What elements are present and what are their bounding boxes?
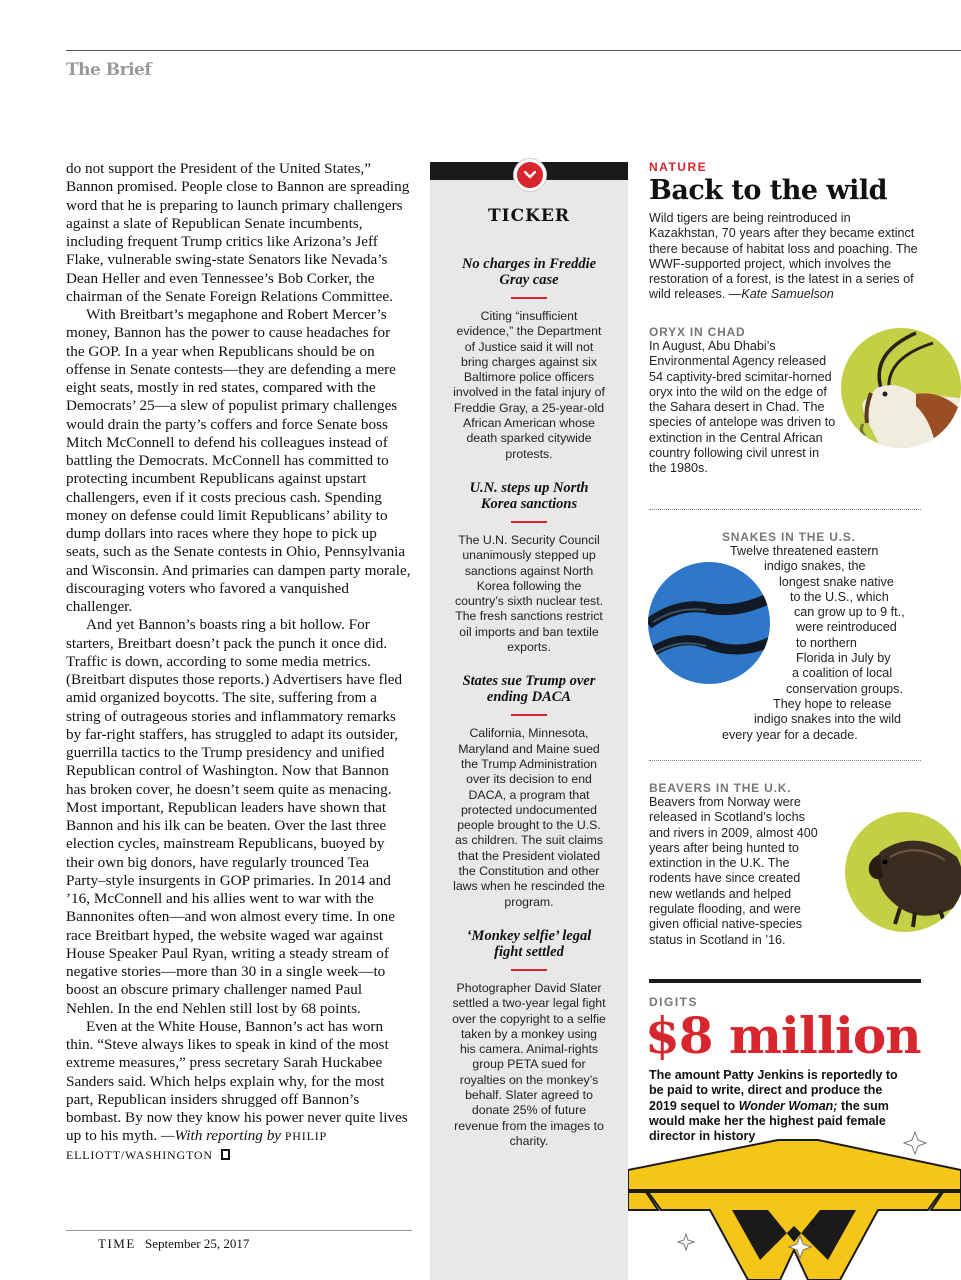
ticker-body: Photographer David Slater settled a two-year legal fight over the copyright to a selfie taken by a monkey using his camera. Animal-rights group PETA sued for royalties on the monkey’s behalf. Slater agreed to donate 25% of future revenue from the images to charity. — [452, 980, 606, 1148]
ticker-item — [452, 673, 606, 910]
snakes-line: were reintroduced — [796, 620, 897, 635]
nature-intro — [649, 211, 921, 303]
ticker-item — [452, 480, 606, 655]
ticker-body: The U.N. Security Council unanimously stepped up sanctions against North Korea following the country’s sixth nuclear test. The fresh sanctions restrict oil imports and ban textile exports. — [454, 532, 604, 655]
snakes-line: every year for a decade. — [722, 727, 858, 742]
page-footer — [98, 1236, 249, 1252]
footer-rule — [66, 1230, 412, 1231]
article-paragraph-last — [66, 1018, 412, 1164]
nature-feature — [649, 160, 921, 303]
beavers-title: BEAVERS IN THE U.K. — [649, 781, 792, 795]
ticker-divider — [511, 297, 547, 299]
digits-text-before: The amount Patty Jenkins is reportedly to be paid to write, direct and produce the 2019 sequel to — [649, 1068, 898, 1113]
end-mark-icon — [221, 1149, 230, 1160]
oryx-title: ORYX IN CHAD — [649, 325, 746, 339]
snakes-line: Florida in July by — [796, 651, 891, 666]
credit-name: PHILIP ELLIOTT/WASHINGTON — [66, 1129, 327, 1162]
nature-intro-credit: —Kate Samuelson — [728, 287, 834, 302]
section-divider — [649, 509, 921, 510]
beaver-photo — [845, 812, 961, 932]
ticker-headline: ‘Monkey selfie’ legal fight settled — [466, 927, 592, 960]
ticker-divider — [511, 969, 547, 971]
snakes-line: indigo snakes into the wild — [754, 712, 902, 727]
snakes-line: Twelve threatened eastern — [730, 544, 879, 558]
chevron-down-icon — [514, 159, 546, 191]
section-label: The Brief — [66, 60, 152, 80]
credit-prefix: —With reporting by — [160, 1127, 282, 1145]
ticker-title: TICKER — [488, 206, 570, 226]
nature-headline: Back to the wild — [649, 175, 888, 206]
oryx-photo — [841, 328, 961, 448]
footer-magazine: TIME — [98, 1236, 136, 1251]
digits-kicker: DIGITS — [649, 995, 699, 1009]
ticker-list — [452, 256, 606, 1167]
snakes-line: a coalition of local — [792, 666, 893, 681]
ticker-body: Citing “insufficient evidence,” the Department of Justice said it will not bring charges against six Baltimore police officers involved in the fatal injury of Freddie Gray, a 25-year-old African American whose death sparked citywide protests. — [453, 309, 605, 461]
oryx-section — [649, 325, 839, 477]
ticker-item — [452, 256, 606, 462]
ticker-headline: No charges in Freddie Gray case — [461, 256, 597, 288]
digits-text-italic: Wonder Woman; — [738, 1098, 838, 1113]
nature-kicker: NATURE — [649, 160, 708, 174]
ticker-column — [430, 162, 628, 1280]
oryx-body: In August, Abu Dhabi’s Environmental Agency released 54 captivity-bred scimitar-horned oryx into the wild on the edge of the Sahara desert in Chad. The species of antelope was driven to extinction in the Central African country following civil unrest in the 1980s. — [649, 339, 836, 476]
article-paragraph: do not support the President of the United States,” Bannon promised. People close to Bannon are spreading word that he is preparing to launch primary challengers against a slate of Republican Senate incumbents, including frequent Trump critics like Arizona’s Jeff Flake, vulnerable swing-state Senators like Nevada’s Dean Heller and even Tennessee’s Bob Corker, the chairman of the Senate Foreign Relations Committee. — [66, 160, 410, 305]
article-body — [66, 160, 412, 1164]
snakes-line: longest snake native — [779, 574, 894, 589]
ticker-headline: States sue Trump over ending DACA — [462, 673, 596, 706]
top-rule — [66, 50, 961, 51]
nature-intro-text: Wild tigers are being reintroduced in Kazakhstan, 70 years after they became extinct there because of habitat loss and poaching. The WWF-supported project, which involves the restoration of a forest, is the latest in a series of wild releases. — [649, 211, 918, 302]
snakes-line: conservation groups. — [786, 681, 903, 696]
ticker-body: California, Minnesota, Maryland and Maine sued the Trump Administration over its decision to end DACA, a program that protected undocumented people brought to the U.S. as children. The suit claims that the President violated the Constitution and other laws when he rescinded the program. — [453, 726, 605, 909]
snakes-section — [649, 530, 921, 743]
snakes-line: to northern — [796, 635, 857, 650]
snakes-line: indigo snakes, the — [764, 559, 866, 574]
ticker-divider — [511, 714, 547, 716]
article-paragraph: With Breitbart’s megaphone and Robert Mercer’s money, Bannon has the power to cause headaches for the GOP. In a year when Republicans should be on offense in Senate contests—they are defending a mere eight seats, mostly in red states, compared with the Democrats’ 25—a slew of populist primary challenges would drain the party’s coffers and force Senate boss Mitch McConnell to defend his colleagues instead of battling the Democrats. McConnell has committed to protecting incumbent Republicans against upstart challengers, even if it costs precious cash. Spending money on defense could limit Republicans’ ability to dump dollars into races where they hope to pick up seats, such as the Senate contests in Ohio, Pennsylvania and Wisconsin. And primaries can dampen party morale, discouraging voters who favored a vanquished challenger. — [66, 306, 411, 615]
wonder-woman-logo — [628, 1130, 961, 1280]
section-divider — [649, 760, 921, 761]
digits-rule — [649, 979, 921, 983]
ticker-headline: U.N. steps up North Korea sanctions — [469, 479, 589, 512]
digits-text-after: the sum would make her the highest paid female director in history — [649, 1098, 889, 1144]
beavers-body: Beavers from Norway were released in Scotland’s lochs and rivers in 2009, almost 400 years after being hunted to extinction in the U.K. The rodents have since created new wetlands and helped regulate flooding, and were given official native-species status in Scotland in ’16. — [649, 795, 818, 947]
snakes-line: They hope to release — [773, 696, 892, 711]
footer-date: September 25, 2017 — [145, 1236, 250, 1251]
snakes-line: to the U.S., which — [790, 589, 889, 604]
snakes-body — [649, 544, 921, 743]
snakes-line: can grow up to 9 ft., — [794, 605, 905, 620]
beavers-section — [649, 781, 819, 948]
digits-figure: $8 million — [645, 1006, 921, 1065]
snakes-title: SNAKES IN THE U.S. — [722, 530, 856, 544]
article-paragraph-text: Even at the White House, Bannon’s act has worn thin. “Steve always likes to speak in kind of the most extreme measures,” press secretary Sarah Huckabee Sanders said. Which helps explain why, for the most part, Republican insiders shrugged off Bannon’s bombast. By now they know his power never quite lives up to his myth. — [66, 1017, 408, 1145]
ticker-divider — [511, 521, 547, 523]
ticker-item — [452, 928, 606, 1149]
article-paragraph: And yet Bannon’s boasts ring a bit hollow. For starters, Breitbart doesn’t pack the punch it once did. Traffic is down, according to some media metrics. (Breitbart disputes those reports.) Advertisers have fled amid organized boycotts. The site, suffering from a string of outrageous stories and inflammatory remarks by far-right staffers, has struggled to adapt its outsider, guerrilla tactics to the Trump presidency and unified Republican control of Washington. Now that Bannon has broken cover, he doesn’t seem quite as menacing. Most important, Republican leaders have shown that Bannon and his ilk can be beaten. Over the last three election cycles, mainstream Republicans, buoyed by their own big donors, have regularly trounced Tea Party–style insurgents in GOP primaries. In 2014 and ’16, McConnell and his allies went to war with the Bannonites often—and won almost every time. In one race Breitbart hyped, the website waged war against House Speaker Paul Ryan, writing a steady stream of negative stories—more than 30 in a single week—to boost an obscure primary challenger named Paul Nehlen. In the end Nehlen still lost by 68 points. — [66, 616, 403, 1017]
